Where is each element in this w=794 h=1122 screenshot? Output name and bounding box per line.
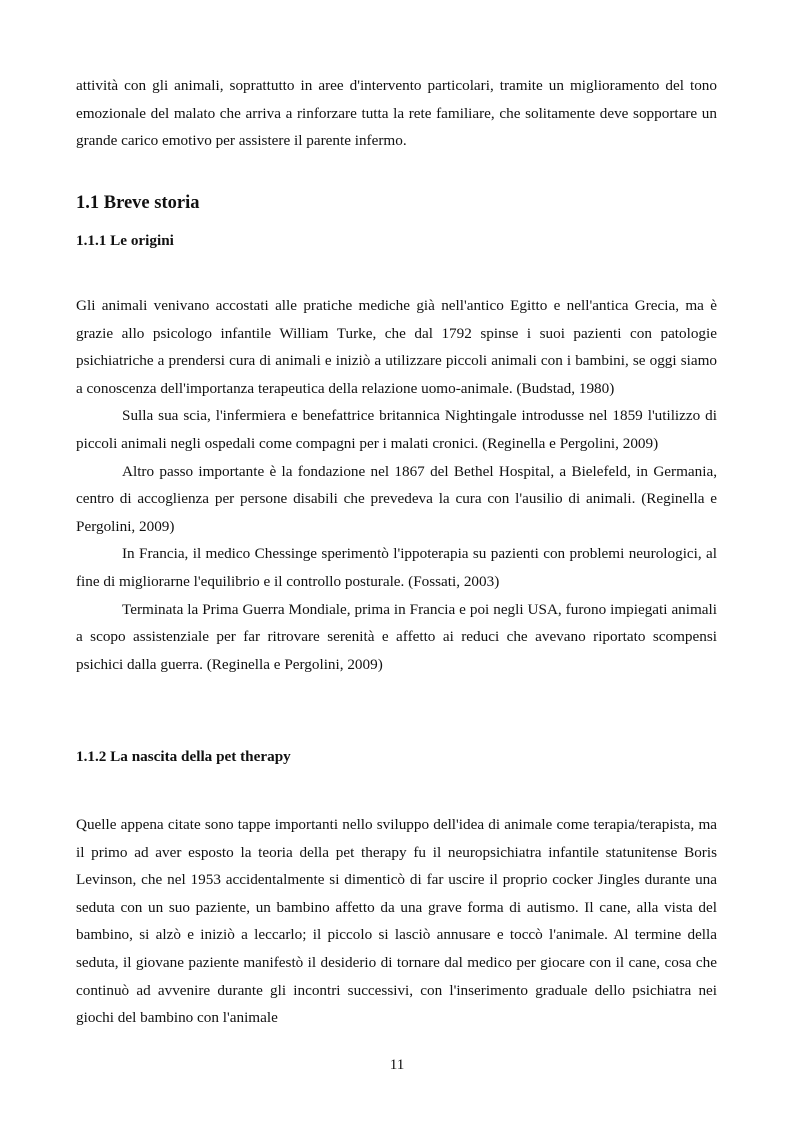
page-number: 11 — [389, 1056, 405, 1073]
origini-paragraph-1: Gli animali venivano accostati alle pratiche mediche già nell'antico Egitto e nell'antica Grecia, ma è grazie allo psicologo infantile William Turke, che dal 1792 spinse i suoi pazienti con patologie psichiatriche a prendersi cura di animali e iniziò a utilizzare piccoli animali con i bambini, se oggi siamo a conoscenza dell'importanza terapeutica della relazione uomo-animale. (Budstad, 1980) — [76, 297, 717, 397]
intro-paragraph: attività con gli animali, soprattutto in aree d'intervento particolari, tramite un miglioramento del tono emozionale del malato che arriva a rinforzare tutta la rete familiare, che solitamente deve sopportare un grande carico emotivo per assistere il parente infermo. — [76, 77, 717, 150]
nascita-body — [76, 811, 717, 1032]
origini-paragraph-2: Sulla sua scia, l'infermiera e benefattrice britannica Nightingale introdusse nel 1859 l'utilizzo di piccoli animali negli ospedali come compagni per i malati cronici. (Reginella e Pergolini, 2009) — [76, 407, 717, 452]
origini-paragraph-5: Terminata la Prima Guerra Mondiale, prima in Francia e poi negli USA, furono impiegati animali a scopo assistenziale per far ritrovare serenità e affetto ai reduci che avevano riportato scompensi psichici dalla guerra. (Reginella e Pergolini, 2009) — [76, 600, 717, 673]
nascita-paragraph-1: Quelle appena citate sono tappe importanti nello sviluppo dell'idea di animale come terapia/terapista, ma il primo ad aver esposto la teoria della pet therapy fu il neuropsichiatra infantile statunitense Boris Levinson, che nel 1953 accidentalmente si dimenticò di far uscire il proprio cocker Jingles durante una seduta con un suo paziente, un bambino affetto da una grave forma di autismo. Il cane, alla vista del bambino, si alzò e iniziò a leccarlo; il piccolo si lasciò annusare e toccò l'animale. Al termine della seduta, il giovane paziente manifestò il desiderio di tornare dal medico per giocare con il cane, cosa che continuò ad avvenire durante gli incontri successivi, con l'inserimento graduale dello psichiatra nei giochi del bambino con l'animale — [76, 816, 717, 1027]
subsection-heading-le-origini: 1.1.1 Le origini — [76, 232, 174, 249]
section-heading-breve-storia: 1.1 Breve storia — [76, 193, 200, 213]
origini-paragraph-4: In Francia, il medico Chessinge sperimentò l'ippoterapia su pazienti con problemi neurologici, al fine di migliorarne l'equilibrio e il controllo posturale. (Fossati, 2003) — [76, 545, 717, 590]
origini-paragraph-3: Altro passo importante è la fondazione nel 1867 del Bethel Hospital, a Bielefeld, in Germania, centro di accoglienza per persone disabili che prevedeva la cura con l'ausilio di animali. (Reginella e Pergolini, 2009) — [76, 462, 717, 535]
subsection-heading-nascita-pet-therapy: 1.1.2 La nascita della pet therapy — [76, 748, 291, 765]
origini-body — [76, 292, 717, 678]
